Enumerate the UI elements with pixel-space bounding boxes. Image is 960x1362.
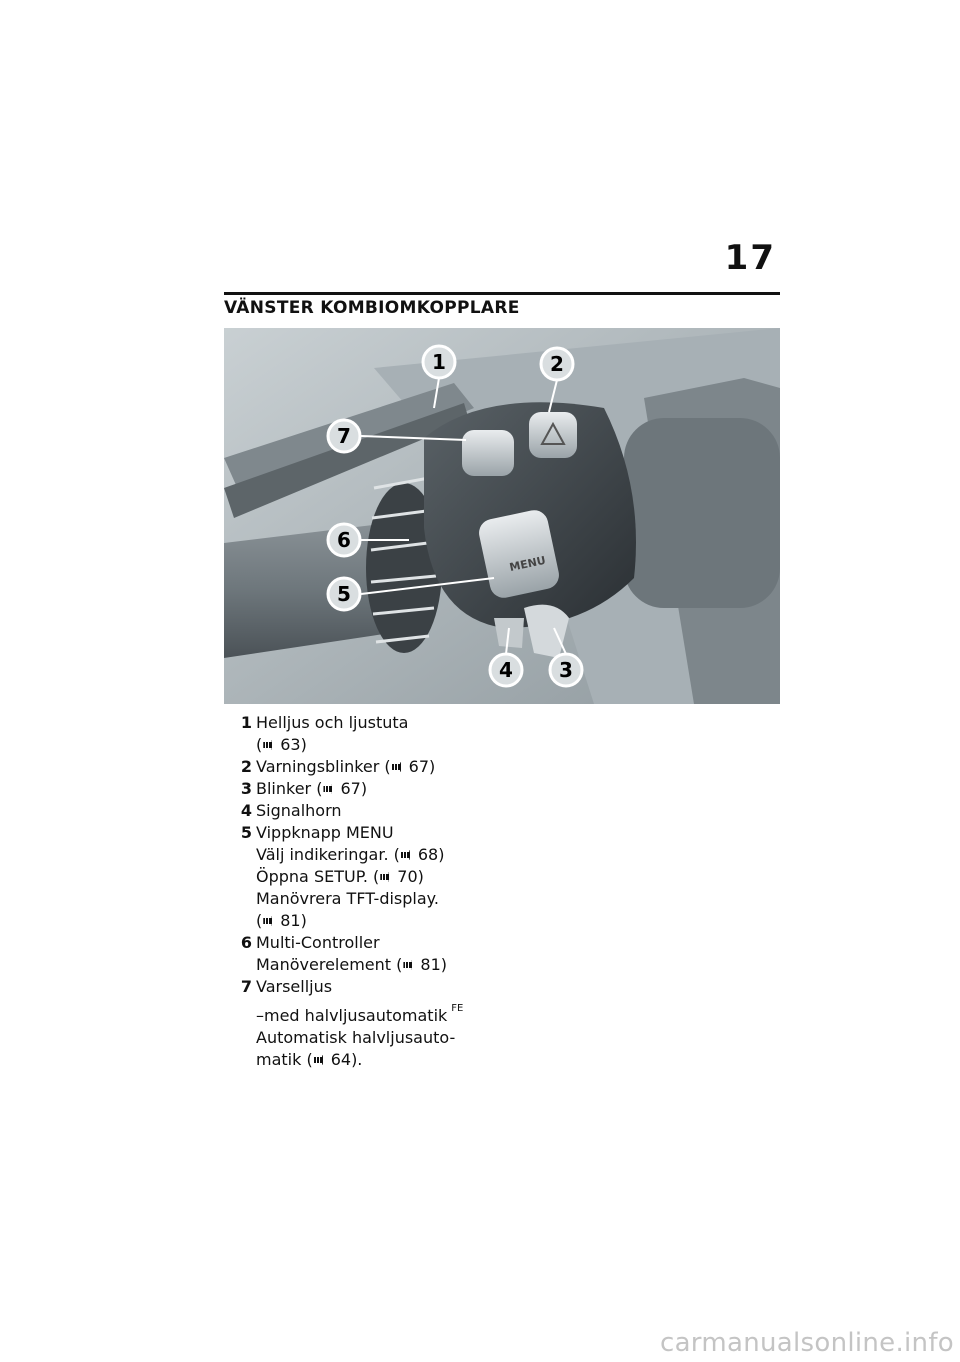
page-ref-arrow-icon [314,1055,328,1065]
legend-text: Signalhorn [256,801,342,820]
legend-text: Blinker ( [256,779,323,798]
page-ref-arrow-icon [263,916,277,926]
page-ref: 64). [330,1050,363,1069]
callout-3 [550,654,582,686]
legend-subtext: –med halvljusautomatik [256,1006,448,1025]
page-ref-arrow-icon [323,784,337,794]
legend-subtext: ( [256,911,263,930]
legend-number: 3 [240,779,252,798]
page-ref-arrow-icon [401,850,415,860]
legend-text: Varningsblinker ( [256,757,391,776]
page-ref-arrow-icon [263,740,277,750]
svg-text:5: 5 [337,582,351,606]
page-ref-arrow-icon [392,762,406,772]
legend-number: 7 [240,977,252,996]
header-rule [224,292,780,295]
legend-item-7 [228,976,528,1071]
legend-subtext: matik ( [256,1050,313,1069]
legend-item-2 [228,756,528,778]
legend-text: Multi-Controller [256,933,380,952]
page-ref: 67) [340,779,368,798]
watermark: carmanualsonline.info [659,1328,954,1358]
legend-subtext: Välj indikeringar. ( [256,845,400,864]
legend-number: 4 [240,801,252,820]
legend-number: 5 [240,823,252,842]
callout-5 [328,578,360,610]
legend-number: 6 [240,933,252,952]
page-number: 17 [724,238,776,278]
callout-1 [423,346,455,378]
svg-text:7: 7 [337,424,351,448]
page-ref: 81) [420,955,447,974]
page-ref: 70) [397,867,424,886]
svg-text:2: 2 [550,352,564,376]
svg-text:1: 1 [432,350,446,374]
handlebar-switch-figure [224,328,780,704]
page-ref: 67) [408,757,436,776]
legend-subtext: Automatisk halvljusauto- [256,1028,456,1047]
callout-4 [490,654,522,686]
page-ref-arrow-icon [403,960,417,970]
legend-item-1 [228,712,528,756]
legend-text: Varselljus [256,977,333,996]
legend [228,712,528,1071]
section-title: VÄNSTER KOMBIOMKOPPLARE [224,298,520,318]
legend-text: Vippknapp MENU [256,823,394,842]
svg-text:3: 3 [559,658,573,682]
menu-label: MENU [508,553,547,575]
callout-2 [541,348,573,380]
page-ref: 68) [417,845,445,864]
page-ref: 81) [280,911,307,930]
legend-item-5 [228,822,528,932]
legend-number: 2 [240,757,252,776]
legend-subtext: Manöverelement ( [256,955,403,974]
legend-item-3 [228,778,528,800]
svg-text:6: 6 [337,528,351,552]
legend-number: 1 [240,713,252,732]
callout-6 [328,524,360,556]
callout-7 [328,420,360,452]
svg-text:4: 4 [499,658,513,682]
legend-item-4 [228,800,528,822]
fe-equipment-badge: FE [451,1003,464,1014]
legend-item-6 [228,932,528,976]
ref-paren: ( [256,735,263,754]
legend-subtext: Öppna SETUP. ( [256,867,380,886]
page-ref: 63) [280,735,307,754]
legend-subtext: Manövrera TFT-display. [256,889,439,908]
page-ref-arrow-icon [380,872,394,882]
legend-text: Helljus och ljustuta [256,713,409,732]
